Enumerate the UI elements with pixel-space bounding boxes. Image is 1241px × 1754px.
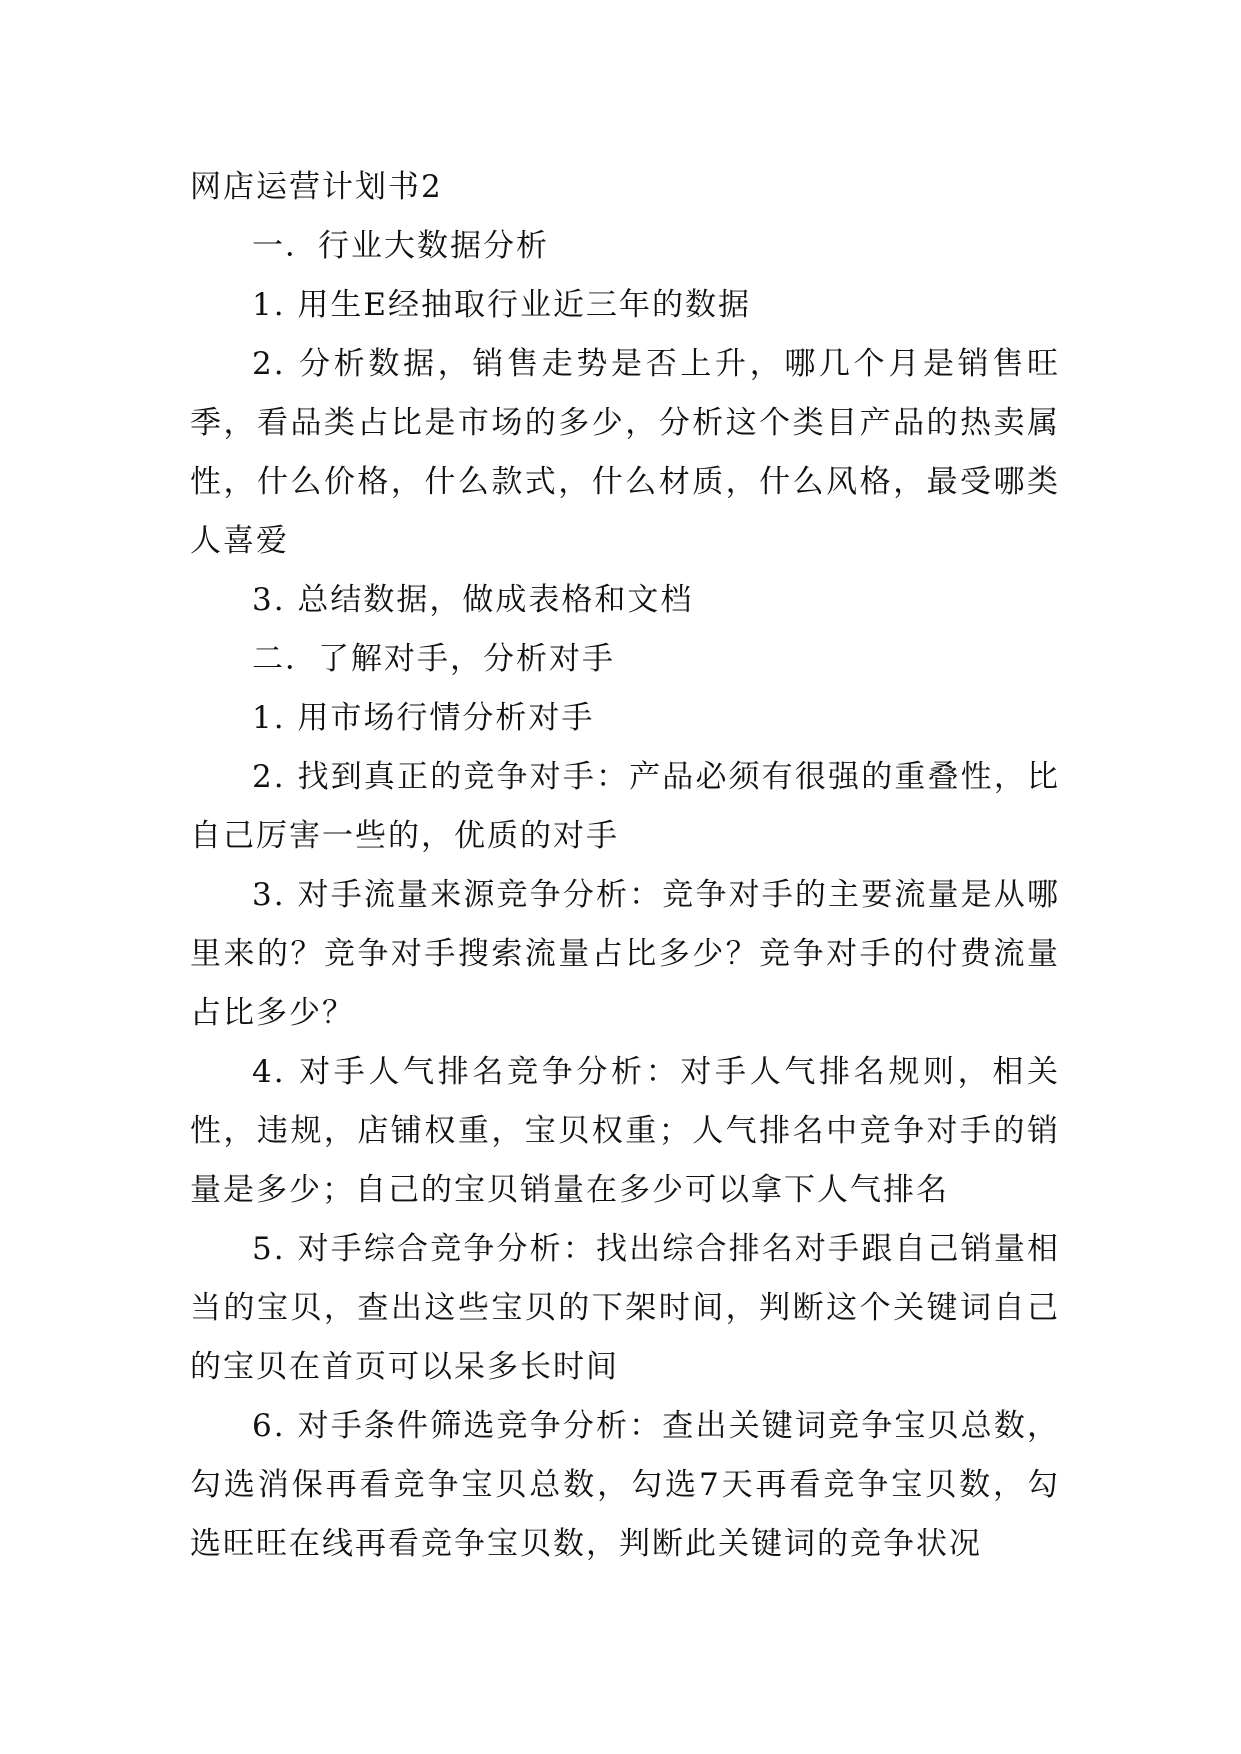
list-item: 2. 分析数据，销售走势是否上升，哪几个月是销售旺季，看品类占比是市场的多少，分析这个类目产品的热卖属性，什么价格，什么款式，什么材质，什么风格，最受哪类人喜爱: [190, 346, 1060, 559]
section-heading-competitor-analysis: 二．了解对手，分析对手: [252, 641, 615, 677]
list-item: 1. 用生E经抽取行业近三年的数据: [252, 287, 752, 323]
list-item: 3. 总结数据，做成表格和文档: [252, 582, 694, 618]
list-item: 2. 找到真正的竞争对手：产品必须有很强的重叠性，比自己厉害一些的，优质的对手: [190, 759, 1060, 854]
list-item: 5. 对手综合竞争分析：找出综合排名对手跟自己销量相当的宝贝，查出这些宝贝的下架时间，判断这个关键词自己的宝贝在首页可以呆多长时间: [190, 1231, 1060, 1385]
list-item: 1. 用市场行情分析对手: [252, 700, 595, 736]
list-item: 4. 对手人气排名竞争分析：对手人气排名规则，相关性，违规，店铺权重，宝贝权重；人气排名中竞争对手的销量是多少；自己的宝贝销量在多少可以拿下人气排名: [190, 1054, 1060, 1208]
document-title: 网店运营计划书2: [190, 169, 443, 205]
document-body: [190, 158, 1060, 1574]
list-item: 3. 对手流量来源竞争分析：竞争对手的主要流量是从哪里来的？竞争对手搜索流量占比多少？竞争对手的付费流量占比多少？: [190, 877, 1060, 1031]
section-heading-industry-analysis: 一．行业大数据分析: [252, 228, 549, 264]
list-item: 6. 对手条件筛选竞争分析：查出关键词竞争宝贝总数，勾选消保再看竞争宝贝总数，勾选7天再看竞争宝贝数，勾选旺旺在线再看竞争宝贝数，判断此关键词的竞争状况: [190, 1408, 1060, 1562]
